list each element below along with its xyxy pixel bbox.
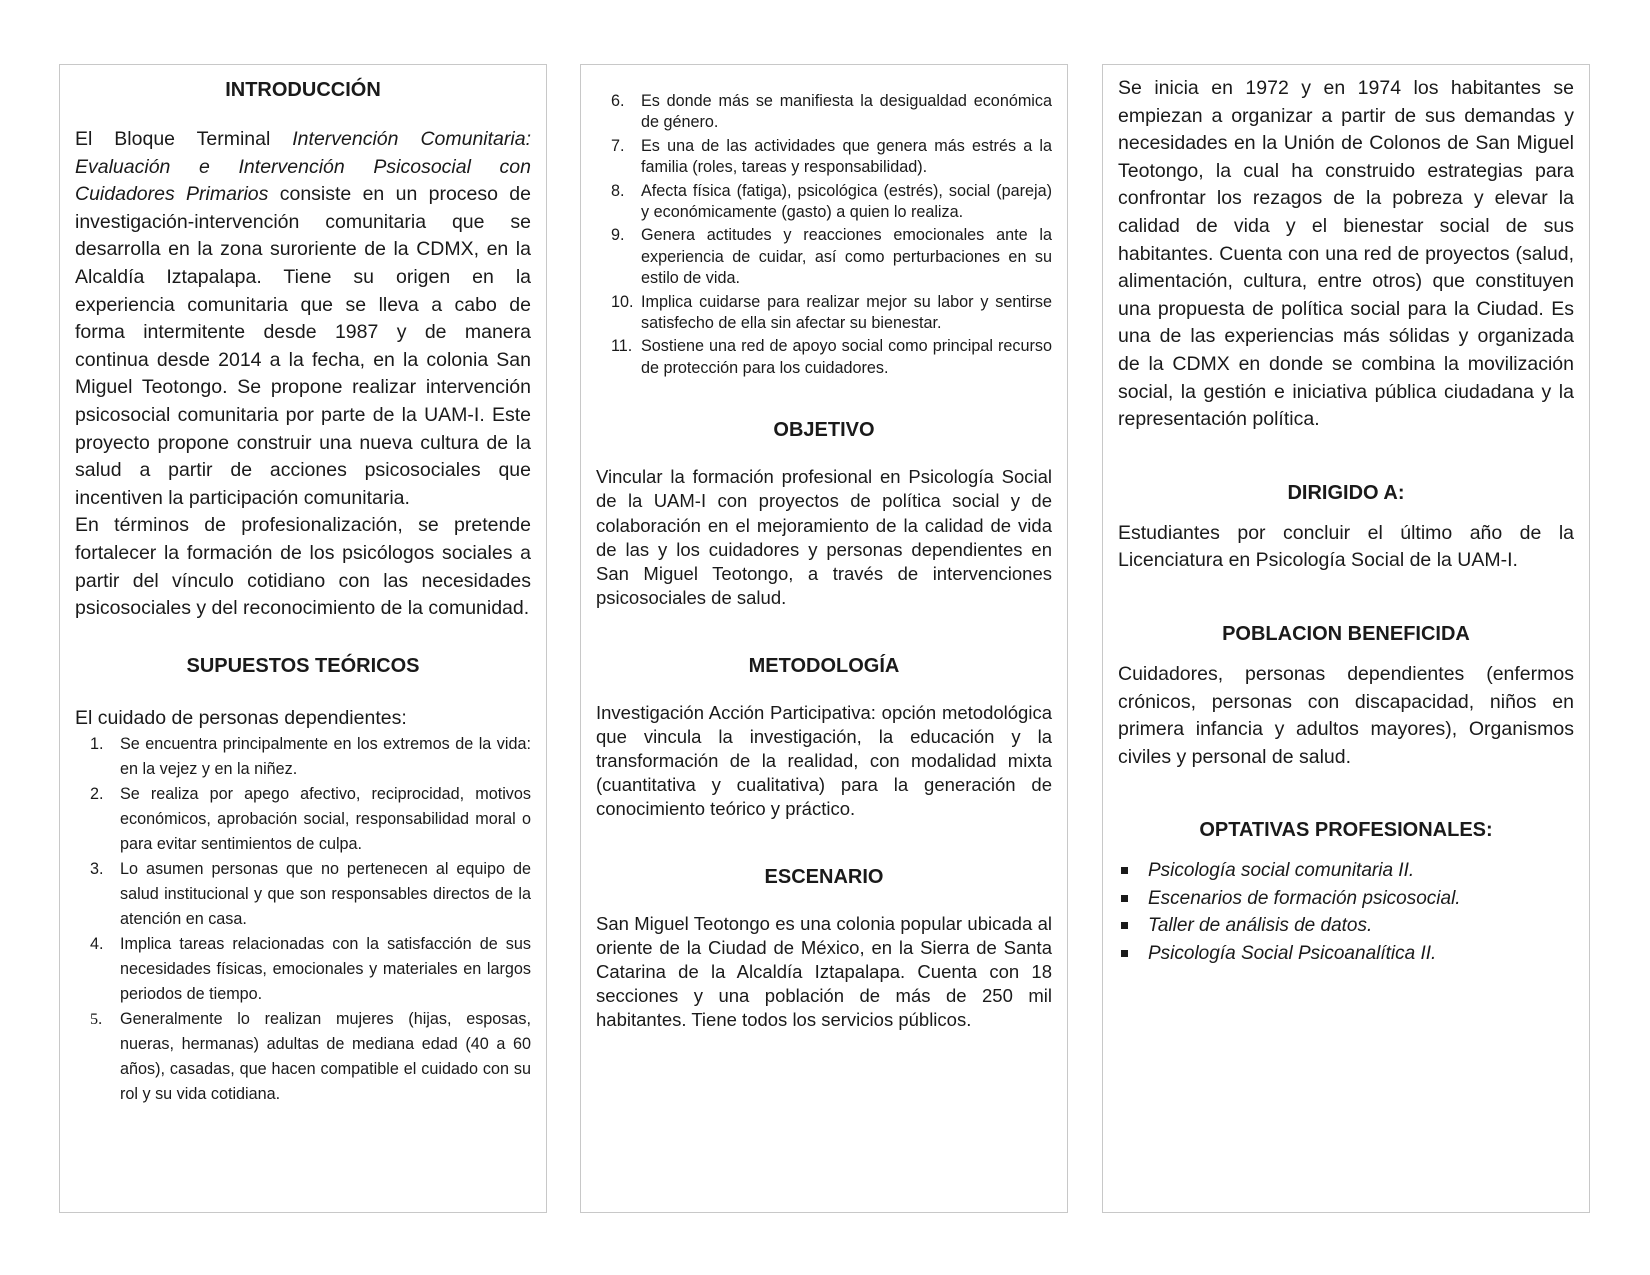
supuestos-list bbox=[75, 732, 531, 1107]
list-number: 11. bbox=[611, 337, 633, 356]
supuestos-list-continued bbox=[596, 91, 1052, 379]
list-text: Se realiza por apego afectivo, reciprocidad, motivos económicos, aprobación social, responsabilidad moral o para evitar sentimientos de culpa. bbox=[120, 785, 531, 854]
list-item bbox=[1118, 885, 1574, 913]
list-item bbox=[75, 1007, 531, 1107]
optativa-text: Escenarios de formación psicosocial. bbox=[1148, 887, 1461, 909]
dirigido-title: DIRIGIDO A: bbox=[1287, 481, 1405, 504]
escenario-text: San Miguel Teotongo es una colonia popular ubicada al oriente de la Ciudad de México, en la Sierra de Santa Catarina de la Alcaldía Iztapalapa. Cuenta con 18 secciones y una población de más de 250 mil habitantes. Tiene todos los servicios públicos. bbox=[596, 912, 1052, 1031]
optativa-text: Taller de análisis de datos. bbox=[1148, 915, 1373, 937]
supuestos-title: SUPUESTOS TEÓRICOS bbox=[186, 654, 420, 677]
list-number: 10. bbox=[611, 292, 634, 311]
bullet-icon bbox=[1121, 895, 1128, 902]
objetivo-text: Vincular la formación profesional en Psicología Social de la UAM-I con proyectos de política social y de colaboración en el mejoramiento de la calidad de vida de las y los cuidadores y personas dependientes en San Miguel Teotongo, a través de intervenciones psicosociales de salud. bbox=[596, 466, 1052, 609]
history-text: Se inicia en 1972 y en 1974 los habitantes se empiezan a organizar a partir de sus demandas y necesidades en la Unión de Colonos de San Miguel Teotongo, la cual ha construido estrategias para confrontar los rezagos de la pobreza y elevar la calidad de vida y el bienestar social de sus habitantes. Cuenta con una red de proyectos (salud, alimentación, cultura, entre otros) que constituyen una propuesta de política social para la Ciudad. Es una de las experiencias más sólidas y organizada de la CDMX en donde se combina la movilización social, la gestión e iniciativa pública ciudadana y la representación política. bbox=[1118, 77, 1574, 431]
optativa-text: Psicología Social Psicoanalítica II. bbox=[1148, 942, 1437, 964]
objetivo-title: OBJETIVO bbox=[773, 419, 875, 442]
intro-paragraph-2: En términos de profesionalización, se pretende fortalecer la formación de los psicólogos sociales a partir del vínculo cotidiano con las necesidades psicosociales y del reconocimiento de la comunidad. bbox=[75, 514, 531, 620]
panel-middle bbox=[580, 64, 1068, 1213]
list-number: 2. bbox=[90, 785, 104, 804]
list-item bbox=[1118, 940, 1574, 968]
poblacion-title: POBLACION BENEFICIDA bbox=[1222, 622, 1470, 645]
intro-text-a: El Bloque Terminal bbox=[75, 128, 293, 150]
list-item bbox=[596, 136, 1052, 179]
intro-text-b: consiste en un proceso de investigación-intervención comunitaria que se desarrolla en la zona suroriente de la CDMX, en la Alcaldía Iztapalapa. Tiene su origen en la experiencia comunitaria que se lleva a cabo de forma intermitente desde 1987 y de manera continua desde 2014 a la fecha, en la colonia San Miguel Teotongo. Se propone realizar intervención psicosocial comunitaria por parte de la UAM-I. Este proyecto propone construir una nueva cultura de la salud a partir de acciones psicosociales que incentiven la participación comunitaria. bbox=[75, 183, 531, 509]
list-text: Genera actitudes y reacciones emocionales ante la experiencia de cuidar, así como perturbaciones en su estilo de vida. bbox=[641, 226, 1052, 288]
list-text: Implica cuidarse para realizar mejor su labor y sentirse satisfecho de ella sin afectar su bienestar. bbox=[641, 292, 1052, 333]
list-number: 5. bbox=[90, 1010, 103, 1029]
optativas-title: OPTATIVAS PROFESIONALES: bbox=[1199, 819, 1493, 842]
metodologia-title: METODOLOGÍA bbox=[748, 654, 900, 677]
list-text: Generalmente lo realizan mujeres (hijas, esposas, nueras, hermanas) adultas de mediana edad (40 a 60 años), casadas, que hacen compatible el cuidado con su rol y su vida cotidiana. bbox=[120, 1010, 531, 1104]
list-number: 1. bbox=[90, 735, 104, 754]
list-number: 3. bbox=[90, 860, 104, 879]
list-number: 6. bbox=[611, 92, 625, 110]
list-number: 9. bbox=[611, 226, 625, 245]
list-item bbox=[1118, 912, 1574, 940]
intro-title: INTRODUCCIÓN bbox=[225, 79, 381, 101]
supuestos-lead: El cuidado de personas dependientes: bbox=[75, 706, 407, 729]
list-number: 7. bbox=[611, 136, 625, 155]
metodologia-text: Investigación Acción Participativa: opción metodológica que vincula la investigación, la educación y la transformación de la realidad, con modalidad mixta (cuantitativa y cualitativa) para la generación de conocimiento teórico y práctico. bbox=[596, 701, 1052, 820]
optativa-text: Psicología social comunitaria II. bbox=[1148, 860, 1415, 882]
list-item bbox=[596, 225, 1052, 289]
list-item bbox=[596, 181, 1052, 224]
optativas-list bbox=[1118, 857, 1574, 967]
panel-left bbox=[59, 64, 547, 1213]
bullet-icon bbox=[1121, 867, 1128, 874]
list-item bbox=[75, 732, 531, 782]
list-number: 8. bbox=[611, 181, 625, 200]
list-item bbox=[75, 782, 531, 857]
intro-text-italic: Intervención Comunitaria: Evaluación e Intervención Psicosocial con Cuidadores Primarios bbox=[75, 128, 531, 206]
list-text: Lo asumen personas que no pertenecen al equipo de salud institucional y que son responsables directos de la atención en casa. bbox=[120, 860, 531, 929]
panel-right bbox=[1102, 64, 1590, 1213]
list-text: Se encuentra principalmente en los extremos de la vida: en la vejez y en la niñez. bbox=[120, 735, 531, 779]
list-item bbox=[75, 932, 531, 1007]
dirigido-text: Estudiantes por concluir el último año de la Licenciatura en Psicología Social de la UAM-I. bbox=[1118, 521, 1574, 572]
list-text: Afecta física (fatiga), psicológica (estrés), social (pareja) y económicamente (gasto) a quien lo realiza. bbox=[641, 181, 1052, 222]
list-text: Sostiene una red de apoyo social como principal recurso de protección para los cuidadores. bbox=[641, 337, 1052, 377]
list-item bbox=[596, 91, 1052, 134]
list-text: Implica tareas relacionadas con la satisfacción de sus necesidades físicas, emocionales y materiales en largos periodos de tiempo. bbox=[120, 935, 531, 1004]
intro-paragraph bbox=[75, 126, 531, 512]
list-number: 4. bbox=[90, 935, 104, 954]
list-text: Es una de las actividades que genera más estrés a la familia (roles, tareas y responsabilidad). bbox=[641, 136, 1052, 177]
list-item bbox=[596, 292, 1052, 335]
list-item bbox=[596, 336, 1052, 379]
list-text: Es donde más se manifiesta la desigualdad económica de género. bbox=[641, 92, 1052, 132]
poblacion-text: Cuidadores, personas dependientes (enfermos crónicos, personas con discapacidad, niños en primera infancia y adultos mayores), Organismos civiles y personal de salud. bbox=[1118, 662, 1574, 768]
bullet-icon bbox=[1121, 950, 1128, 957]
escenario-title: ESCENARIO bbox=[764, 865, 884, 888]
list-item bbox=[1118, 857, 1574, 885]
list-item bbox=[75, 857, 531, 932]
bullet-icon bbox=[1121, 922, 1128, 929]
